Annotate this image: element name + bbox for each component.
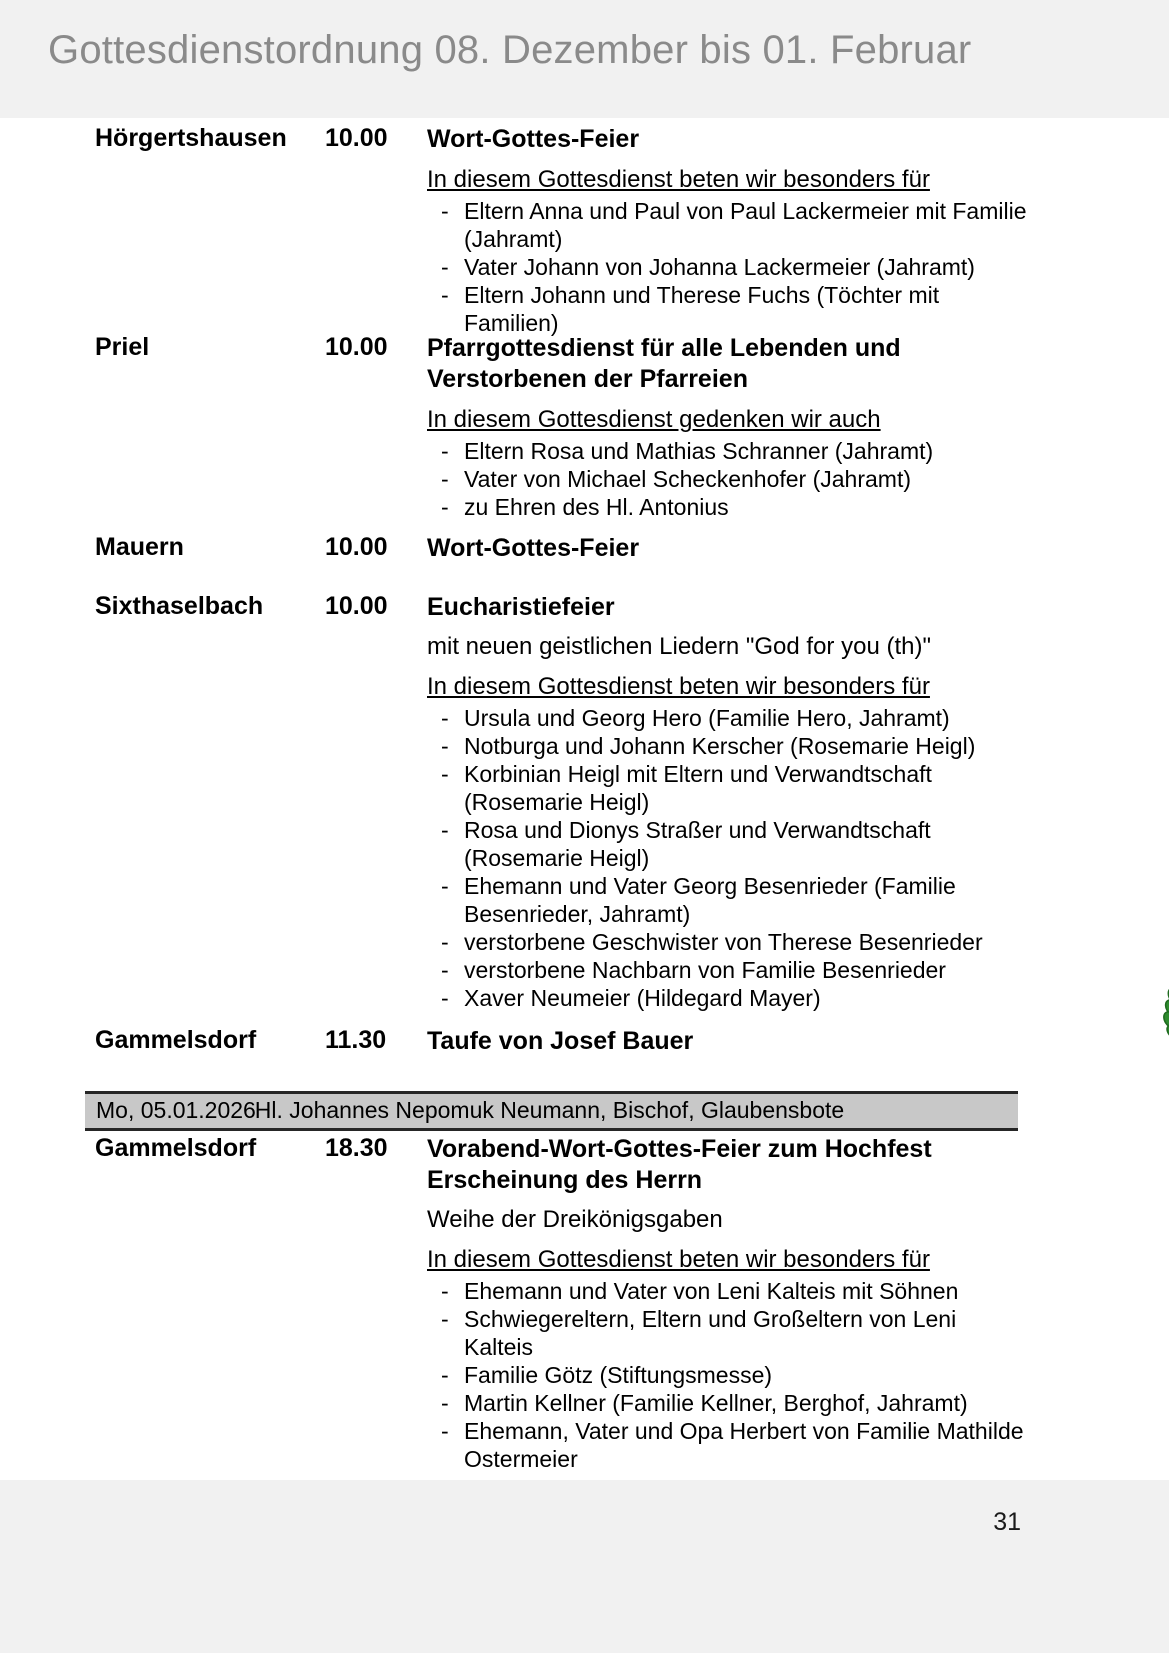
list-dash: - xyxy=(441,466,449,492)
prayer-item xyxy=(427,956,1027,984)
prayer-item xyxy=(427,281,1027,337)
service-detail xyxy=(427,533,1027,564)
list-dash: - xyxy=(441,1278,449,1304)
prayer-item-text: Martin Kellner (Familie Kellner, Berghof, Jahramt) xyxy=(464,1390,968,1416)
prayer-item-text: Eltern Johann und Therese Fuchs (Töchter mit Familien) xyxy=(464,282,940,336)
prayer-intro: In diesem Gottesdienst beten wir besonders für xyxy=(427,673,930,700)
prayer-item-text: zu Ehren des Hl. Antonius xyxy=(464,494,729,520)
prayer-item-text: Korbinian Heigl mit Eltern und Verwandtschaft (Rosemarie Heigl) xyxy=(464,761,932,815)
service-title: Wort-Gottes-Feier xyxy=(427,534,640,562)
service-detail xyxy=(427,124,1027,337)
list-dash: - xyxy=(441,1362,449,1388)
list-dash: - xyxy=(441,817,449,843)
prayer-item xyxy=(427,928,1027,956)
service-title: Vorabend-Wort-Gottes-Feier zum Hochfest Erscheinung des Herrn xyxy=(427,1135,932,1194)
list-dash: - xyxy=(441,761,449,787)
service-detail xyxy=(427,1134,1027,1473)
prayer-item xyxy=(427,465,1027,493)
prayer-item-text: verstorbene Nachbarn von Familie Besenrieder xyxy=(464,957,946,983)
prayer-item-text: Vater Johann von Johanna Lackermeier (Jahramt) xyxy=(464,254,975,280)
service-place: Gammelsdorf xyxy=(95,1026,257,1054)
list-dash: - xyxy=(441,705,449,731)
service-title: Taufe von Josef Bauer xyxy=(427,1027,694,1055)
list-dash: - xyxy=(441,985,449,1011)
date-bar-saint: Hl. Johannes Nepomuk Neumann, Bischof, Glaubensbote xyxy=(254,1097,845,1123)
prayer-item-text: Familie Götz (Stiftungsmesse) xyxy=(464,1362,773,1388)
prayer-list xyxy=(427,704,1027,1012)
prayer-item xyxy=(427,760,1027,816)
prayer-item xyxy=(427,1277,1027,1305)
prayer-item-text: Notburga und Johann Kerscher (Rosemarie Heigl) xyxy=(464,733,976,759)
prayer-item-text: Eltern Rosa und Mathias Schranner (Jahramt) xyxy=(464,438,934,464)
service-detail xyxy=(427,1026,1027,1057)
prayer-intro: In diesem Gottesdienst beten wir besonders für xyxy=(427,1246,930,1273)
service-subtitle: Weihe der Dreikönigsgaben xyxy=(427,1206,723,1233)
list-dash: - xyxy=(441,1418,449,1444)
prayer-list xyxy=(427,437,1027,521)
prayer-item xyxy=(427,816,1027,872)
prayer-item xyxy=(427,872,1027,928)
list-dash: - xyxy=(441,929,449,955)
service-place: Sixthaselbach xyxy=(95,592,264,620)
prayer-item xyxy=(427,1361,1027,1389)
prayer-item-text: Ehemann, Vater und Opa Herbert von Familie Mathilde Ostermeier xyxy=(464,1418,1024,1472)
date-bar xyxy=(85,1091,1018,1131)
prayer-item xyxy=(427,1417,1027,1473)
prayer-item-text: Eltern Anna und Paul von Paul Lackermeier mit Familie (Jahramt) xyxy=(464,198,1027,252)
prayer-item xyxy=(427,437,1027,465)
prayer-item xyxy=(427,197,1027,253)
prayer-item-text: Schwiegereltern, Eltern und Großeltern von Leni Kalteis xyxy=(464,1306,957,1360)
prayer-item-text: Ursula und Georg Hero (Familie Hero, Jahramt) xyxy=(464,705,950,731)
prayer-item xyxy=(427,253,1027,281)
service-time: 11.30 xyxy=(325,1026,387,1054)
list-dash: - xyxy=(441,957,449,983)
prayer-item-text: Vater von Michael Scheckenhofer (Jahramt) xyxy=(464,466,911,492)
service-time: 10.00 xyxy=(325,592,388,620)
service-title: Pfarrgottesdienst für alle Lebenden und Verstorbenen der Pfarreien xyxy=(427,334,901,393)
list-dash: - xyxy=(441,282,449,308)
list-dash: - xyxy=(441,198,449,224)
service-time: 10.00 xyxy=(325,533,388,561)
service-detail xyxy=(427,333,1027,521)
service-place: Hörgertshausen xyxy=(95,124,287,152)
service-time: 10.00 xyxy=(325,333,388,361)
prayer-item-text: Xaver Neumeier (Hildegard Mayer) xyxy=(464,985,821,1011)
prayer-item xyxy=(427,1389,1027,1417)
prayer-item xyxy=(427,1305,1027,1361)
service-place: Gammelsdorf xyxy=(95,1134,257,1162)
page-header-band xyxy=(0,0,1169,118)
prayer-intro: In diesem Gottesdienst beten wir besonders für xyxy=(427,166,930,193)
list-dash: - xyxy=(441,733,449,759)
page-footer-band xyxy=(0,1480,1169,1653)
prayer-list xyxy=(427,197,1027,337)
prayer-item-text: Ehemann und Vater von Leni Kalteis mit Söhnen xyxy=(464,1278,959,1304)
dove-with-olive-branch-icon xyxy=(1145,984,1169,1076)
date-bar-date: Mo, 05.01.2026 xyxy=(96,1097,256,1123)
list-dash: - xyxy=(441,1306,449,1332)
service-place: Mauern xyxy=(95,533,184,561)
service-title: Eucharistiefeier xyxy=(427,593,615,621)
prayer-item xyxy=(427,704,1027,732)
prayer-item-text: verstorbene Geschwister von Therese Besenrieder xyxy=(464,929,983,955)
list-dash: - xyxy=(441,438,449,464)
service-time: 10.00 xyxy=(325,124,388,152)
prayer-intro: In diesem Gottesdienst gedenken wir auch xyxy=(427,406,881,433)
service-subtitle: mit neuen geistlichen Liedern "God for you (th)" xyxy=(427,633,931,660)
list-dash: - xyxy=(441,1390,449,1416)
list-dash: - xyxy=(441,873,449,899)
prayer-item xyxy=(427,984,1027,1012)
prayer-item xyxy=(427,493,1027,521)
list-dash: - xyxy=(441,254,449,280)
list-dash: - xyxy=(441,494,449,520)
page-title: Gottesdienstordnung 08. Dezember bis 01. Februar xyxy=(48,28,972,72)
service-place: Priel xyxy=(95,333,150,361)
prayer-item-text: Ehemann und Vater Georg Besenrieder (Familie Besenrieder, Jahramt) xyxy=(464,873,956,927)
prayer-item xyxy=(427,732,1027,760)
page-content xyxy=(0,118,1169,1480)
service-time: 18.30 xyxy=(325,1134,388,1162)
prayer-item-text: Rosa und Dionys Straßer und Verwandtschaft (Rosemarie Heigl) xyxy=(464,817,931,871)
page-number: 31 xyxy=(993,1508,1021,1536)
service-detail xyxy=(427,592,1027,1012)
service-title: Wort-Gottes-Feier xyxy=(427,125,640,153)
prayer-list xyxy=(427,1277,1027,1473)
